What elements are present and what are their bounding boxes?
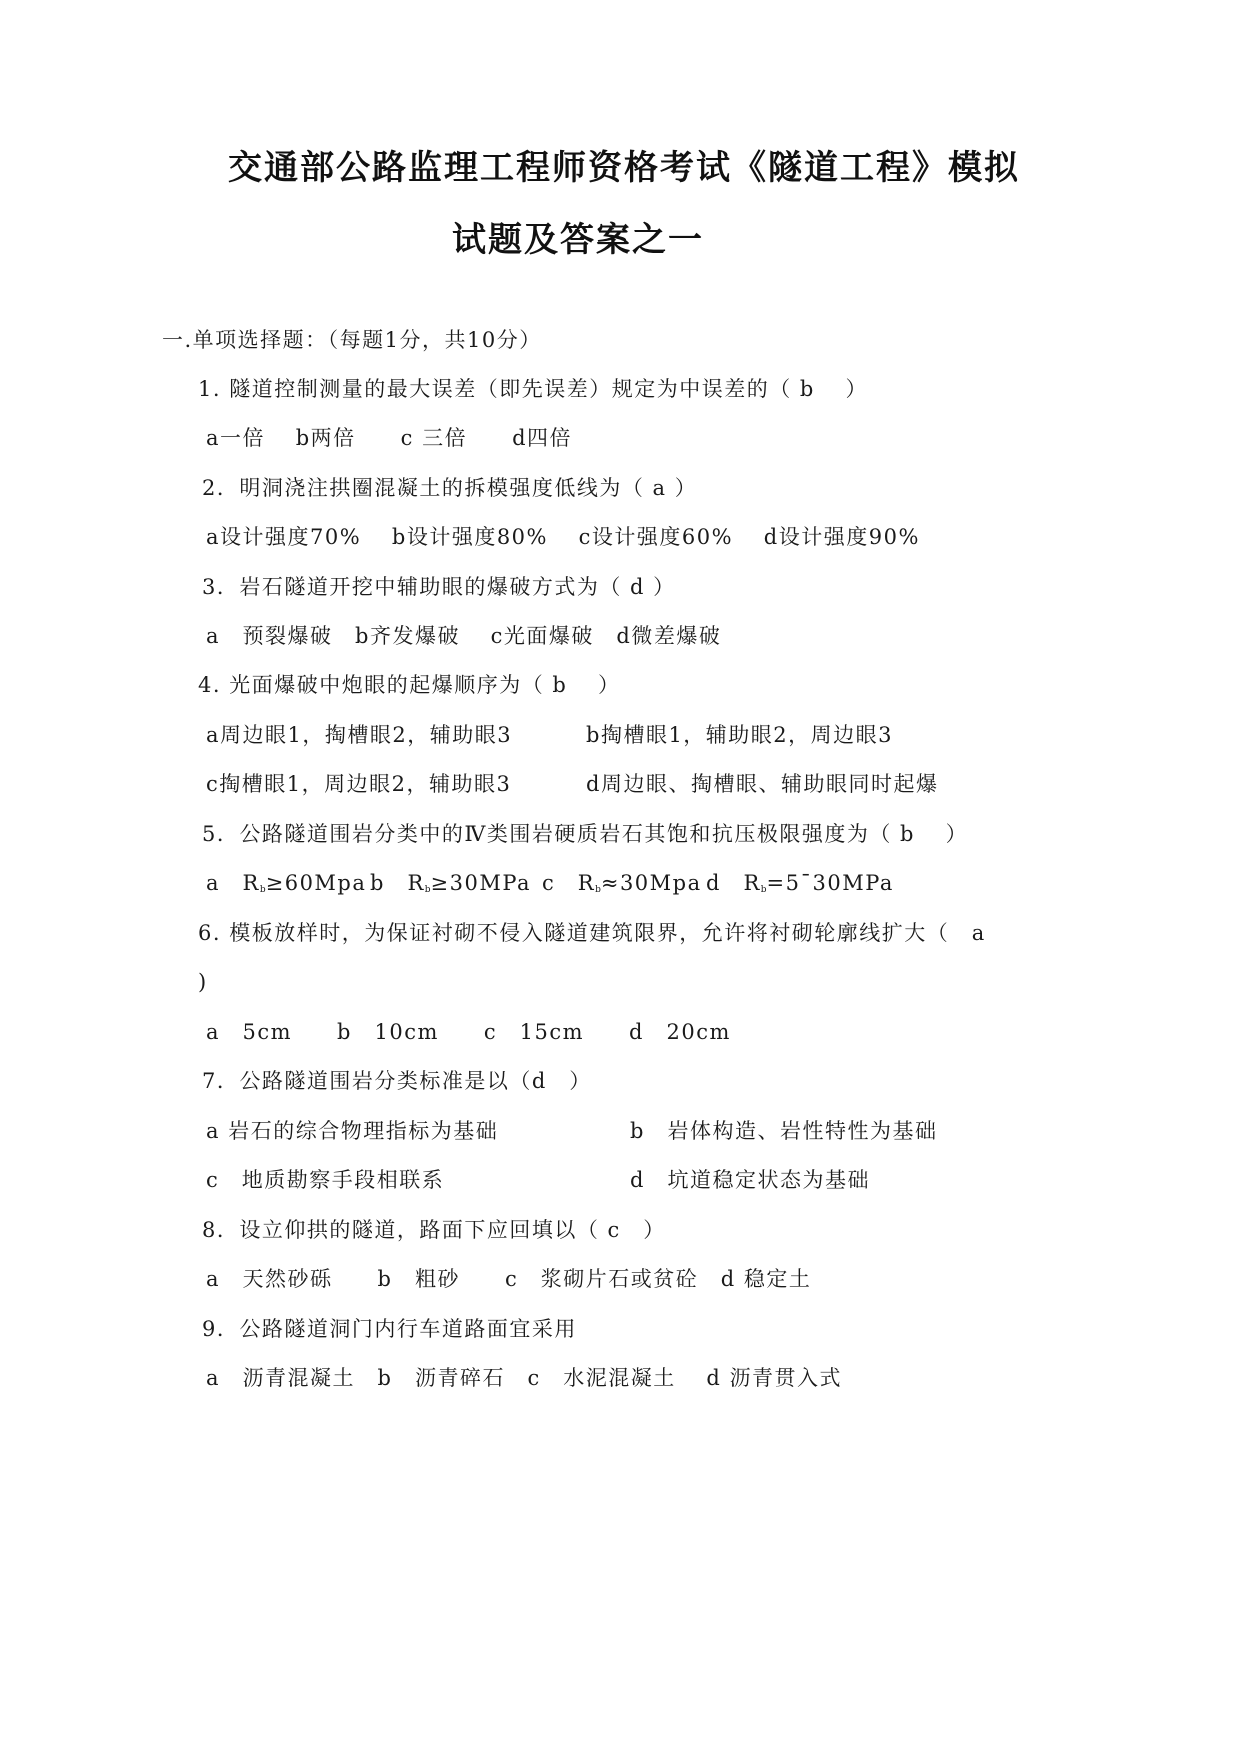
question-4-option-a: a周边眼1，掏槽眼2，辅助眼3 — [206, 723, 513, 747]
question-8-options: a 天然砂砾 b 粗砂 c 浆砌片石或贫砼 d 稳定土 — [206, 1267, 812, 1291]
question-7-option-a: a 岩石的综合物理指标为基础 — [206, 1119, 499, 1143]
question-5-option-a: a $R_b\ge 60Mpa$ — [206, 871, 367, 895]
document-title-line-1: 交通部公路监理工程师资格考试《隧道工程》模拟 — [228, 148, 1020, 188]
question-7-option-c: c 地质勘察手段相联系 — [206, 1168, 445, 1192]
question-6-options: a 5cm b 10cm c 15cm d 20cm — [206, 1020, 731, 1044]
question-4-option-d: d周边眼、掏槽眼、辅助眼同时起爆 — [586, 772, 939, 796]
question-7: 7．公路隧道围岩分类标准是以（d ） — [202, 1069, 592, 1093]
question-5-option-d: d $R_b=5¯30MPa$ — [706, 871, 894, 895]
question-4: 4. 光面爆破中炮眼的起爆顺序为（ b ） — [198, 673, 621, 697]
question-5-option-c: c $R_b\approx 30Mpa$ — [542, 871, 702, 895]
question-7-option-b: b 岩体构造、岩性特性为基础 — [630, 1119, 938, 1143]
question-9-options: a 沥青混凝土 b 沥青碎石 c 水泥混凝土 d 沥青贯入式 — [206, 1366, 843, 1390]
question-3: 3．岩石隧道开挖中辅助眼的爆破方式为（ d ） — [202, 575, 676, 599]
question-5: 5．公路隧道围岩分类中的Ⅳ类围岩硬质岩石其饱和抗压极限强度为（ b ） — [202, 822, 969, 846]
question-2-options: a设计强度70% b设计强度80% c设计强度60% d设计强度90% — [206, 525, 920, 549]
question-6-continuation: ) — [198, 970, 208, 994]
question-6: 6. 模板放样时，为保证衬砌不侵入隧道建筑限界，允许将衬砌轮廓线扩大（ a — [198, 921, 986, 945]
question-9: 9．公路隧道洞门内行车道路面宜采用 — [202, 1317, 577, 1341]
question-1-options: a一倍 b两倍 c 三倍 d四倍 — [206, 426, 573, 450]
question-7-option-d: d 坑道稳定状态为基础 — [630, 1168, 870, 1192]
question-4-option-c: c掏槽眼1，周边眼2，辅助眼3 — [206, 772, 512, 796]
document-title-line-2: 试题及答案之一 — [452, 220, 704, 260]
question-3-options: a 预裂爆破 b齐发爆破 c光面爆破 d微差爆破 — [206, 624, 722, 648]
question-8: 8．设立仰拱的隧道，路面下应回填以（ c ） — [202, 1218, 666, 1242]
question-1: 1. 隧道控制测量的最大误差（即先误差）规定为中误差的（ b ） — [198, 377, 869, 401]
section-heading: 一.单项选择题：（每题1分，共10分） — [162, 328, 542, 352]
question-4-option-b: b掏槽眼1，辅助眼2，周边眼3 — [586, 723, 894, 747]
question-5-option-b: b $R_b\ge 30MPa$ — [370, 871, 532, 895]
question-2: 2．明洞浇注拱圈混凝土的拆模强度低线为（ a ） — [202, 476, 698, 500]
